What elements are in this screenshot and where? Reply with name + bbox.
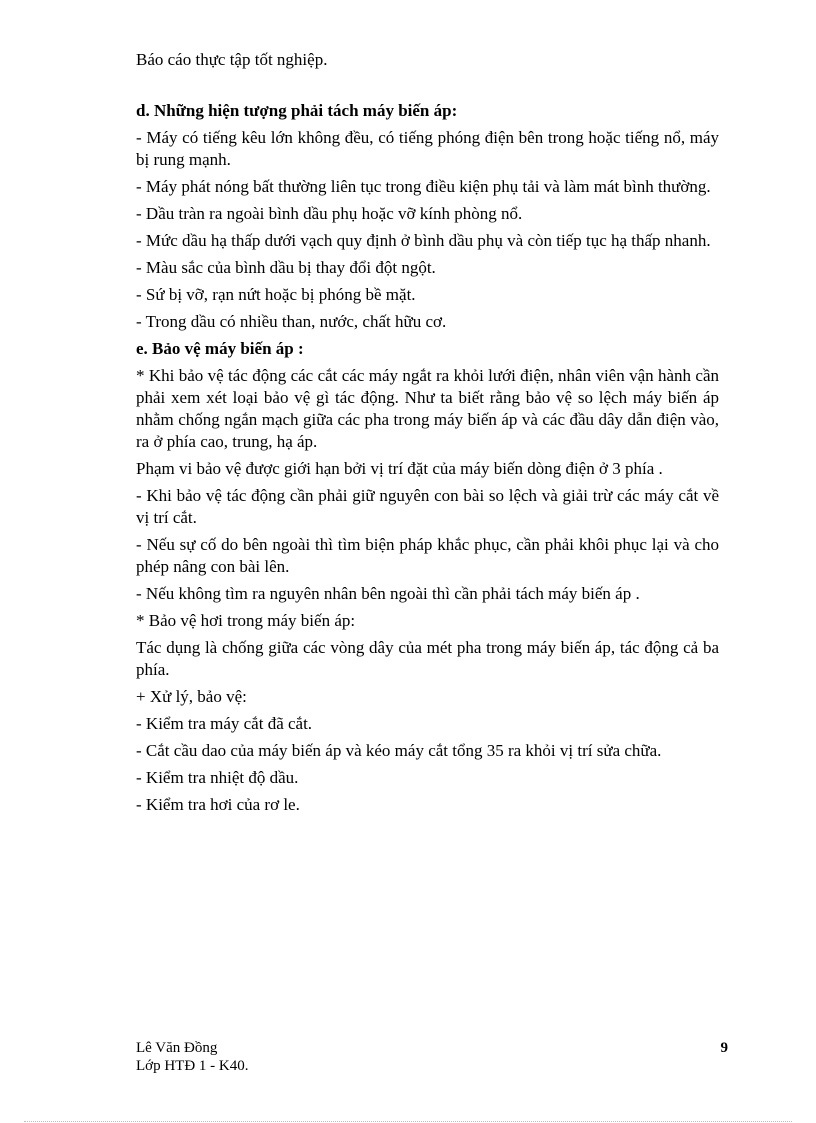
paragraph: - Sứ bị vỡ, rạn nứt hoặc bị phóng bề mặt. — [136, 285, 416, 304]
page-number: 9 — [720, 1040, 728, 1056]
paragraph: Tác dụng là chống giữa các vòng dây của mét pha trong máy biến áp, tác động cả ba phía. — [136, 638, 719, 679]
paragraph: - Mức dầu hạ thấp dưới vạch quy định ở bình dầu phụ và còn tiếp tục hạ thấp nhanh. — [136, 231, 711, 250]
paragraph: - Máy có tiếng kêu lớn không đều, có tiếng phóng điện bên trong hoặc tiếng nổ, máy bị rung mạnh. — [136, 128, 719, 169]
paragraph: - Trong dầu có nhiều than, nước, chất hữu cơ. — [136, 312, 447, 331]
paragraph: - Cắt cầu dao của máy biến áp và kéo máy cắt tổng 35 ra khỏi vị trí sửa chữa. — [136, 741, 662, 760]
paragraph: - Máy phát nóng bất thường liên tục trong điều kiện phụ tải và làm mát bình thường. — [136, 177, 711, 196]
paragraph: - Nếu không tìm ra nguyên nhân bên ngoài thì cần phải tách máy biến áp . — [136, 584, 640, 603]
paragraph: - Dầu tràn ra ngoài bình dầu phụ hoặc vỡ kính phòng nổ. — [136, 204, 523, 223]
section-heading-d: d. Những hiện tượng phải tách máy biến áp: — [136, 101, 458, 120]
paragraph: - Màu sắc của bình dầu bị thay đổi đột ngột. — [136, 258, 436, 277]
paragraph: + Xử lý, bảo vệ: — [136, 687, 247, 706]
document-body — [136, 100, 719, 821]
paragraph: - Khi bảo vệ tác động cần phải giữ nguyên con bài so lệch và giải trừ các máy cắt về vị trí cắt. — [136, 486, 719, 527]
paragraph: * Khi bảo vệ tác động các cắt các máy ngắt ra khỏi lưới điện, nhân viên vận hành cần phải xem xét loại bảo vệ gì tác động. Như ta biết rằng bảo vệ so lệch máy biến áp nhằm chống ngắn mạch giữa các pha trong máy biến áp và các đầu dây dẫn điện vào, ra ở phía cao, trung, hạ áp. — [136, 366, 719, 451]
document-header: Báo cáo thực tập tốt nghiệp. — [136, 50, 328, 69]
paragraph: - Kiểm tra hơi của rơ le. — [136, 795, 300, 814]
section-heading-e: e. Bảo vệ máy biến áp : — [136, 339, 304, 358]
page-bottom-divider — [24, 1121, 792, 1122]
paragraph: - Nếu sự cố do bên ngoài thì tìm biện pháp khắc phục, cần phải khôi phục lại và cho phép nâng con bài lên. — [136, 535, 719, 576]
paragraph: - Kiểm tra nhiệt độ dầu. — [136, 768, 299, 787]
footer-class: Lớp HTĐ 1 - K40. — [136, 1058, 249, 1074]
paragraph: Phạm vi bảo vệ được giới hạn bởi vị trí đặt của máy biến dòng điện ở 3 phía . — [136, 459, 663, 478]
footer-author: Lê Văn Đồng — [136, 1040, 218, 1056]
paragraph: * Bảo vệ hơi trong máy biến áp: — [136, 611, 356, 630]
paragraph: - Kiểm tra máy cắt đã cắt. — [136, 714, 313, 733]
document-footer — [136, 1039, 728, 1075]
